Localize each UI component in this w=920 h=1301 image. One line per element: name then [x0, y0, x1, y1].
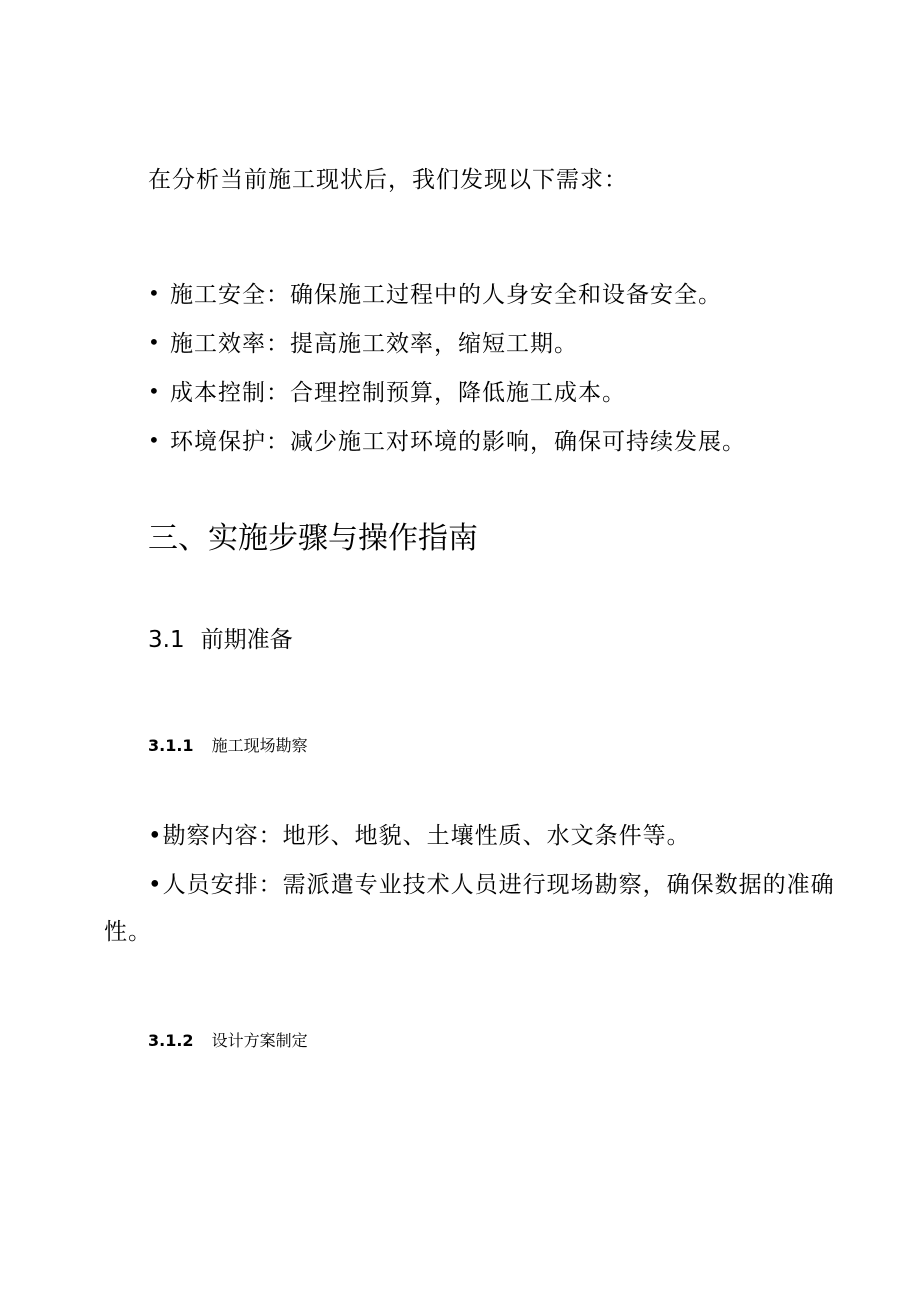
heading-number: 3.1.1	[148, 736, 194, 755]
list-item	[148, 415, 848, 464]
heading-title: 设计方案制定	[211, 1031, 308, 1050]
requirement-text: 合理控制预算，降低施工成本。	[290, 380, 626, 406]
heading-number: 3.1.2	[148, 1031, 194, 1050]
requirement-text: 减少施工对环境的影响，确保可持续发展。	[290, 429, 746, 455]
requirement-label: 施工安全：	[170, 282, 290, 308]
heading-title: 施工现场勘察	[211, 736, 308, 755]
requirement-text: 确保施工过程中的人身安全和设备安全。	[290, 282, 722, 308]
heading-title: 前期准备	[200, 627, 293, 653]
list-item	[148, 366, 848, 415]
list-item	[148, 317, 848, 366]
subsection-heading-3-1	[148, 622, 293, 658]
requirements-list	[148, 268, 848, 464]
bullet-icon: •	[148, 378, 161, 403]
bullet-icon: •	[148, 329, 161, 354]
subsubsection-heading-3-1-2	[148, 1029, 308, 1053]
personnel-paragraph-line1: •人员安排：需派遣专业技术人员进行现场勘察，确保数据的准确	[148, 872, 835, 898]
requirement-label: 环境保护：	[170, 429, 290, 455]
personnel-paragraph-line2: 性。	[104, 919, 152, 945]
intro-paragraph: 在分析当前施工现状后，我们发现以下需求：	[148, 167, 628, 193]
requirement-label: 成本控制：	[170, 380, 290, 406]
section-heading: 三、实施步骤与操作指南	[148, 521, 478, 556]
bullet-icon: •	[148, 427, 161, 452]
bullet-icon: •	[148, 280, 161, 305]
survey-content-paragraph: •勘察内容：地形、地貌、土壤性质、水文条件等。	[148, 823, 691, 849]
requirement-text: 提高施工效率，缩短工期。	[290, 331, 578, 357]
subsubsection-heading-3-1-1	[148, 734, 308, 758]
heading-number: 3.1	[148, 627, 185, 653]
requirement-label: 施工效率：	[170, 331, 290, 357]
list-item	[148, 268, 848, 317]
